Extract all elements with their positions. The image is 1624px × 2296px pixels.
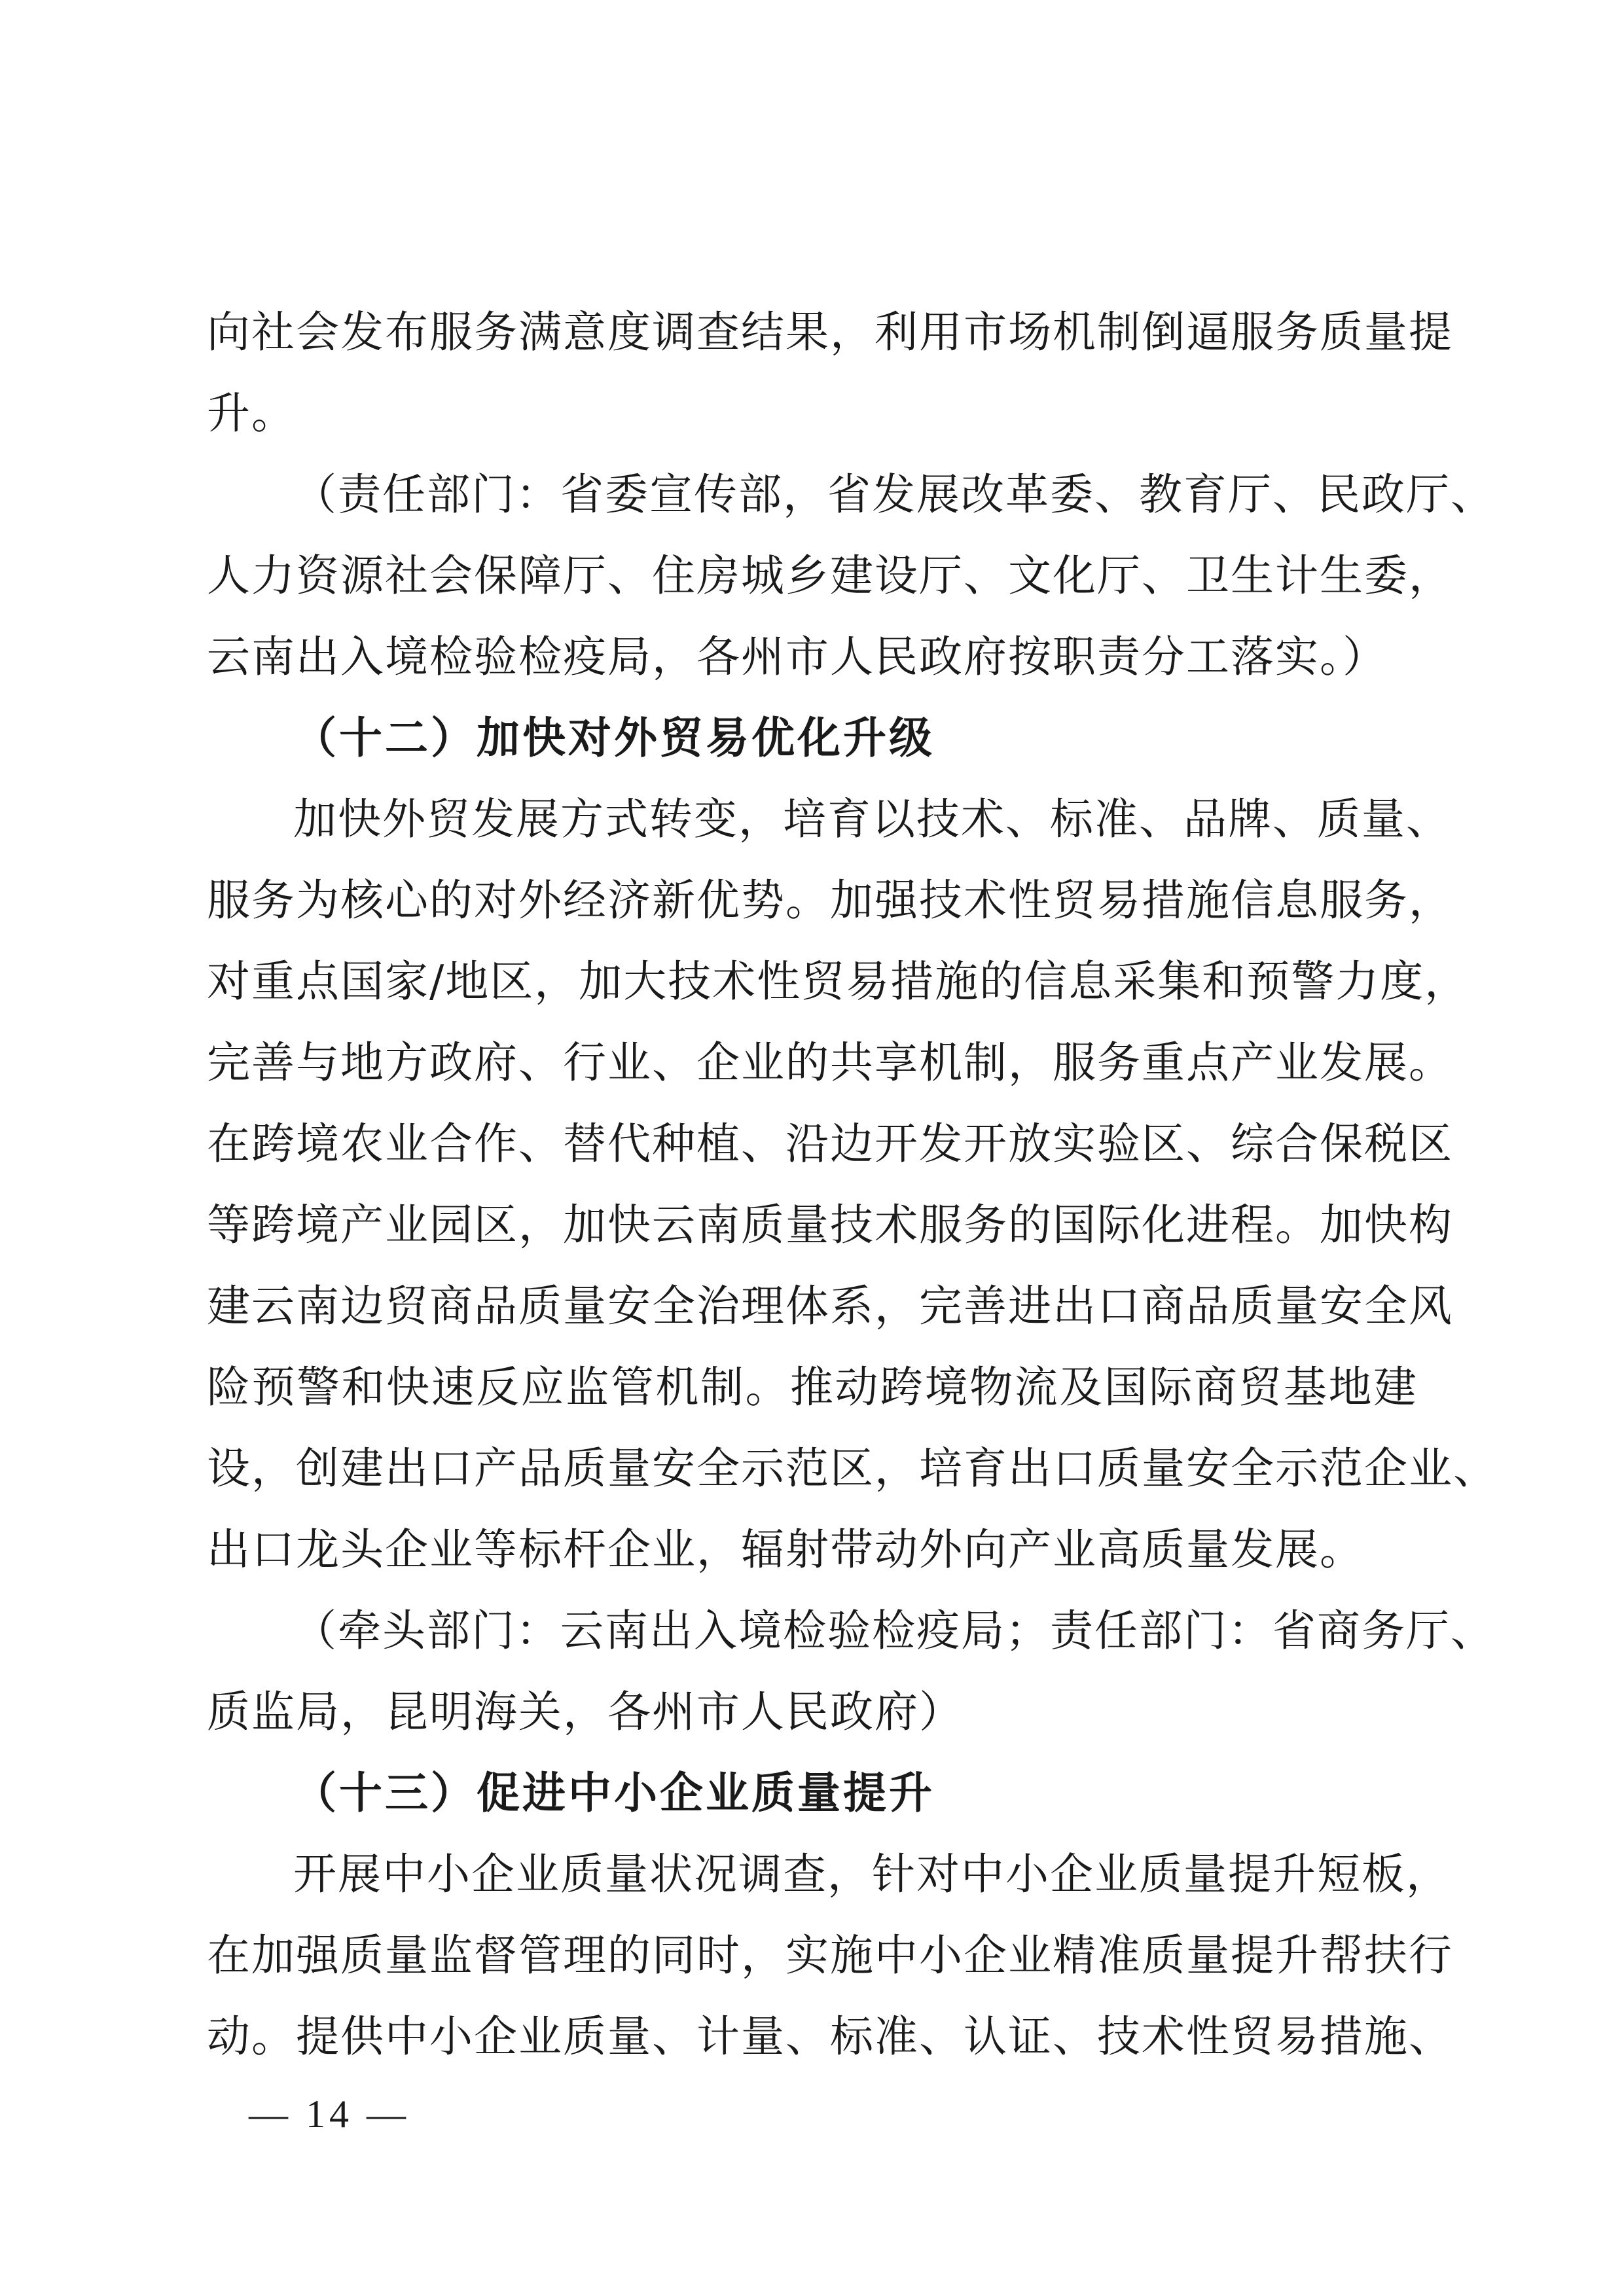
paragraph-line: 对重点国家/地区，加大技术性贸易措施的信息采集和预警力度， bbox=[207, 956, 1470, 1007]
paragraph-line: 加快外贸发展方式转变，培育以技术、标准、品牌、质量、 bbox=[293, 794, 1451, 844]
paragraph-line: 向社会发布服务满意度调查结果，利用市场机制倒逼服务质量提 bbox=[207, 307, 1453, 357]
paragraph-line: 在加强质量监督管理的同时，实施中小企业精准质量提升帮扶行 bbox=[207, 1930, 1453, 1981]
paragraph-line: 出口龙头企业等标杆企业，辐射带动外向产业高质量发展。 bbox=[207, 1524, 1364, 1575]
responsibility-note-line: 质监局，昆明海关，各州市人民政府） bbox=[207, 1687, 964, 1737]
responsibility-note-line: （牵头部门：云南出入境检验检疫局；责任部门：省商务厅、 bbox=[293, 1605, 1495, 1656]
paragraph-line: 在跨境农业合作、替代种植、沿边开发开放实验区、综合保税区 bbox=[207, 1119, 1453, 1169]
paragraph-line: 完善与地方政府、行业、企业的共享机制，服务重点产业发展。 bbox=[207, 1037, 1453, 1088]
paragraph-line: 等跨境产业园区，加快云南质量技术服务的国际化进程。加快构 bbox=[207, 1200, 1453, 1250]
paragraph-line: 动。提供中小企业质量、计量、标准、认证、技术性贸易措施、 bbox=[207, 2011, 1453, 2062]
paragraph-line: 服务为核心的对外经济新优势。加强技术性贸易措施信息服务， bbox=[207, 875, 1453, 925]
paragraph-line: 升。 bbox=[207, 388, 296, 439]
responsibility-note-line: 云南出入境检验检疫局，各州市人民政府按职责分工落实。） bbox=[207, 632, 1387, 682]
responsibility-note-line: （责任部门：省委宣传部，省发展改革委、教育厅、民政厅、 bbox=[293, 469, 1495, 520]
paragraph-line: 建云南边贸商品质量安全治理体系，完善进出口商品质量安全风 bbox=[207, 1281, 1453, 1331]
section-heading-13: （十三）促进中小企业质量提升 bbox=[293, 1768, 935, 1818]
page-number: — 14 — bbox=[249, 2092, 410, 2136]
section-heading-12: （十二）加快对外贸易优化升级 bbox=[293, 713, 935, 763]
paragraph-line: 设，创建出口产品质量安全示范区，培育出口质量安全示范企业、 bbox=[207, 1443, 1498, 1494]
paragraph-line: 险预警和快速反应监管机制。推动跨境物流及国际商贸基地建 bbox=[207, 1362, 1418, 1412]
responsibility-note-line: 人力资源社会保障厅、住房城乡建设厅、文化厅、卫生计生委， bbox=[207, 550, 1453, 601]
paragraph-line: 开展中小企业质量状况调查，针对中小企业质量提升短板， bbox=[293, 1849, 1451, 1899]
